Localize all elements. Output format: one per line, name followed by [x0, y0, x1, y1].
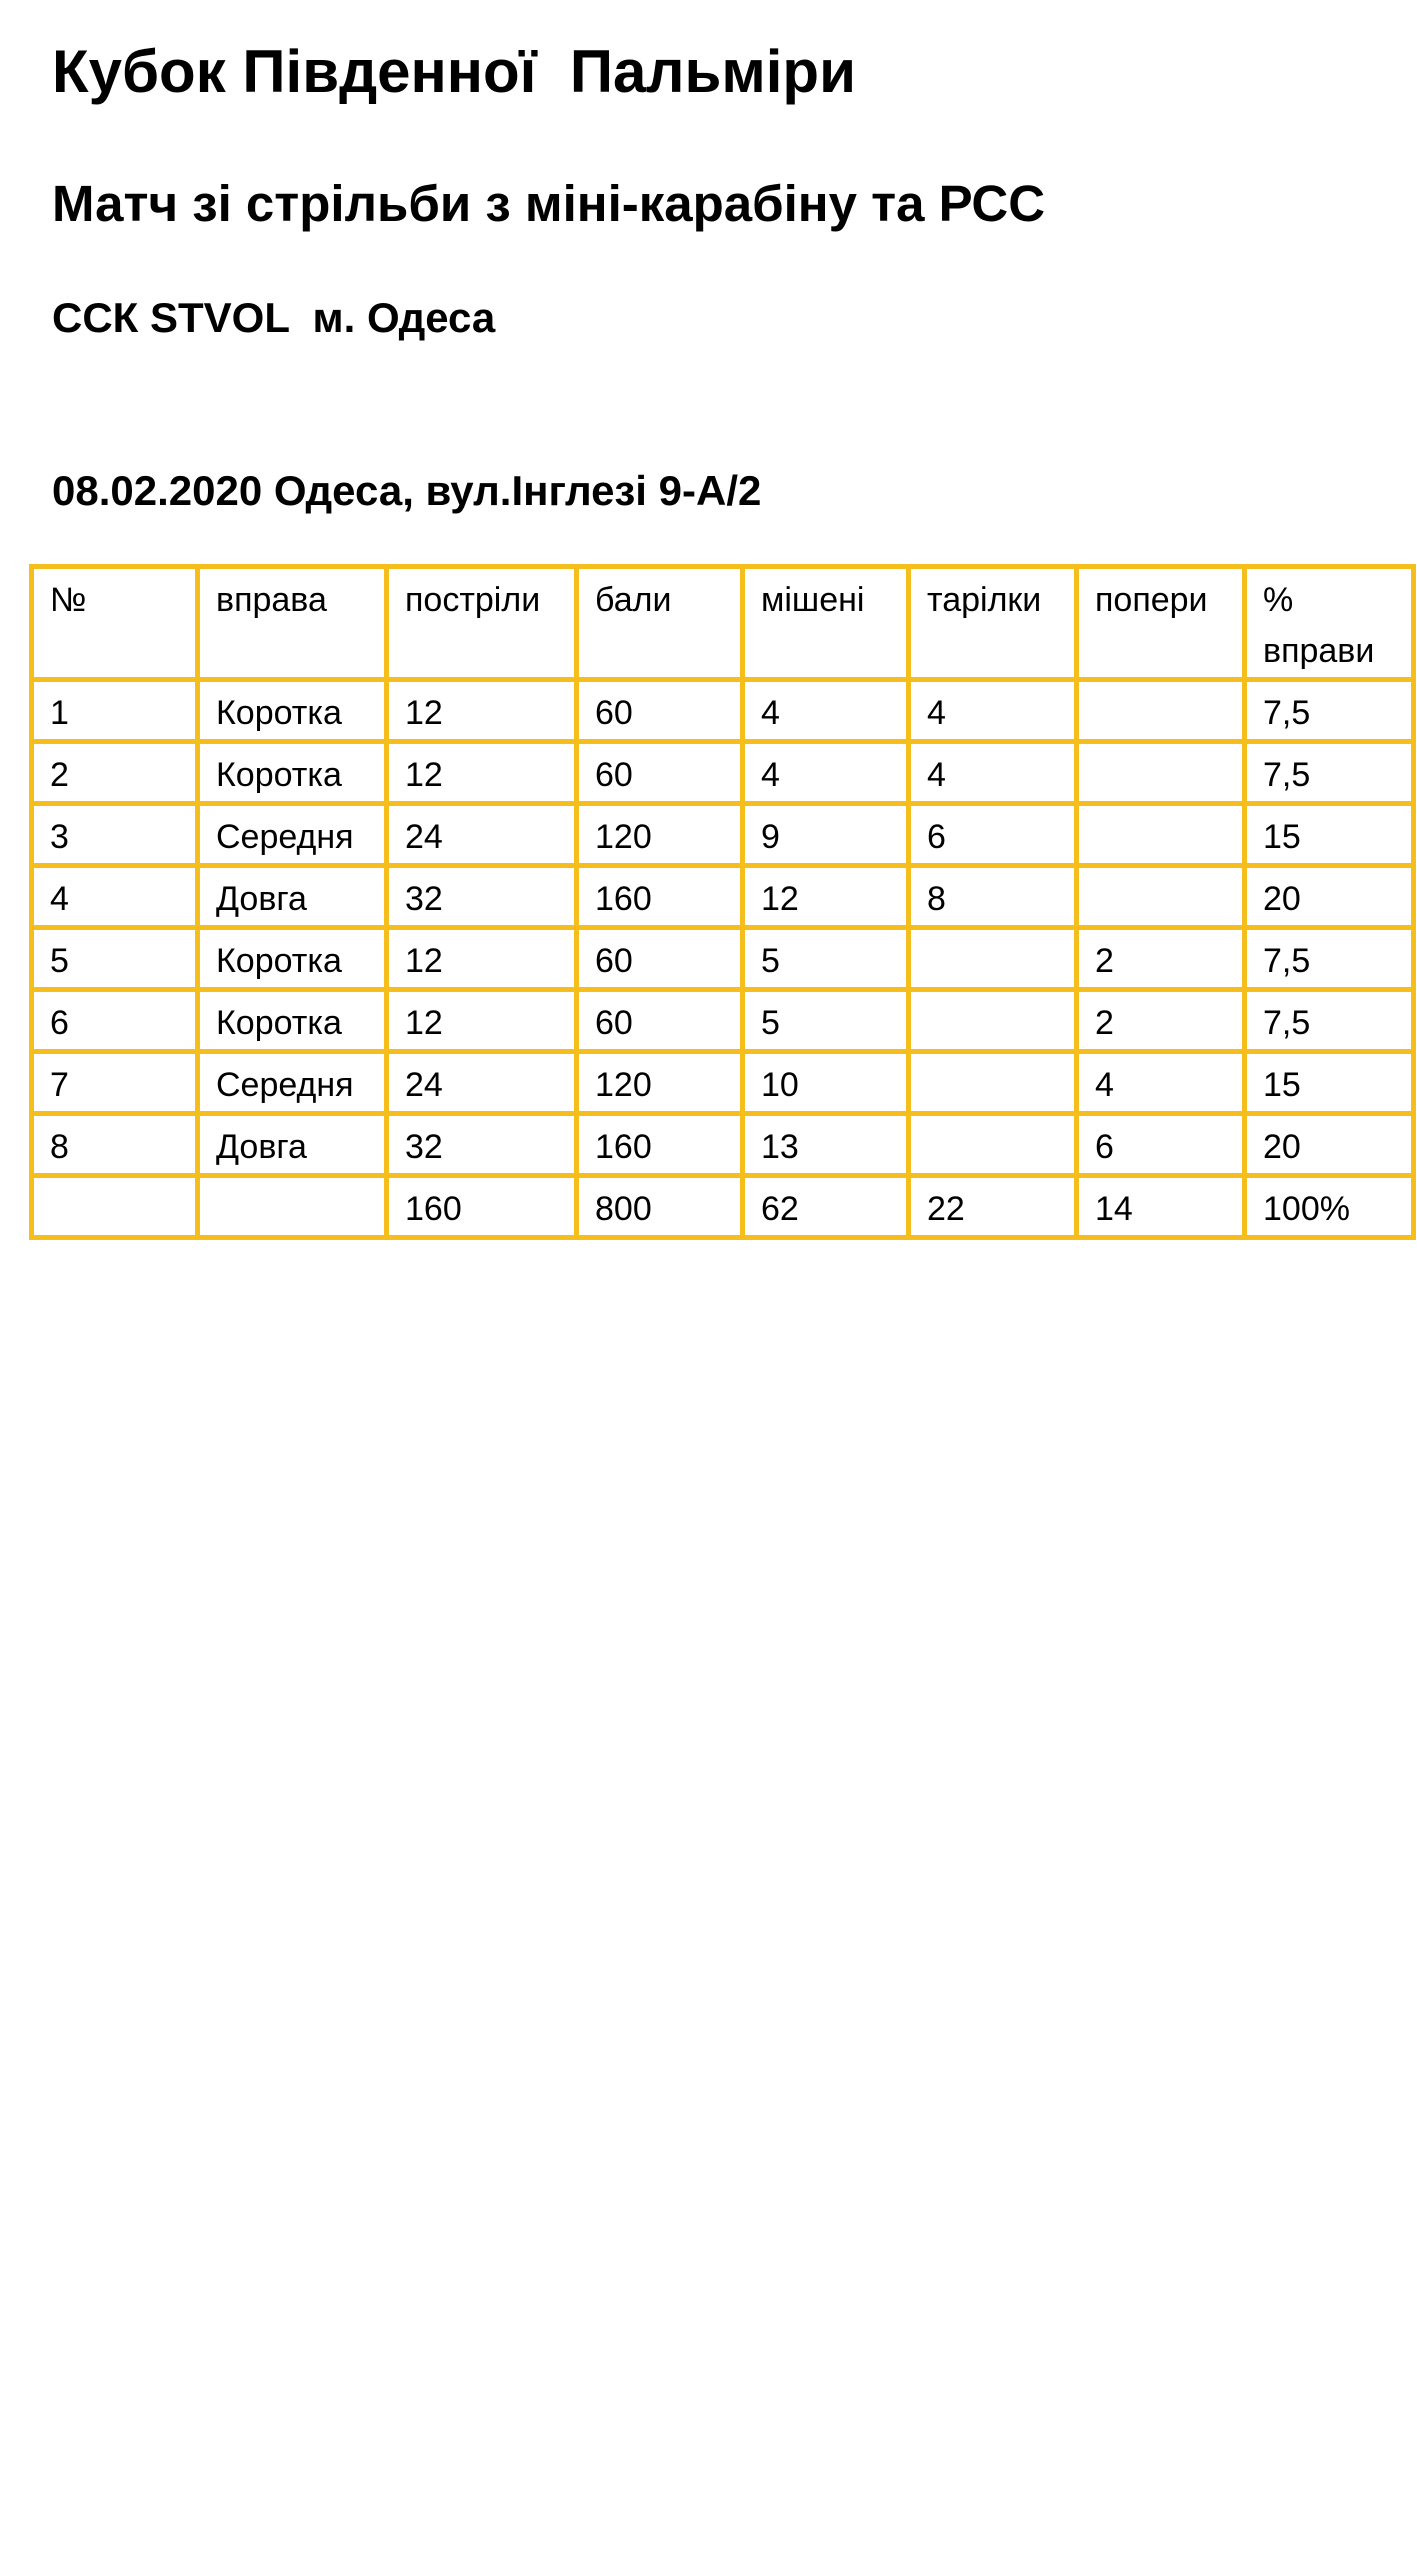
table-cell: 7,5 [1245, 928, 1414, 990]
document-title: Кубок Південної Пальміри [52, 38, 856, 105]
date-location: 08.02.2020 Одеса, вул.Інглезі 9-А/2 [52, 467, 762, 514]
header-cell-shots: постріли [387, 567, 577, 680]
table-cell: 5 [743, 990, 909, 1052]
table-cell: 5 [743, 928, 909, 990]
table-cell: Середня [198, 804, 387, 866]
table-cell [909, 1052, 1077, 1114]
table-row [32, 1052, 1414, 1114]
table-cell: 7,5 [1245, 990, 1414, 1052]
table-cell: 32 [387, 1114, 577, 1176]
table-cell: 8 [909, 866, 1077, 928]
table-cell: 4 [1077, 1052, 1245, 1114]
table-cell: Коротка [198, 990, 387, 1052]
header-cell-targets: мішені [743, 567, 909, 680]
header-cell-percent: % вправи [1245, 567, 1414, 680]
table-cell [198, 1176, 387, 1238]
table-cell: 6 [1077, 1114, 1245, 1176]
club-name: ССК STVOL м. Одеса [52, 294, 496, 341]
table-cell [909, 990, 1077, 1052]
table-cell: Довга [198, 866, 387, 928]
table-cell: 12 [387, 928, 577, 990]
table-cell: 20 [1245, 866, 1414, 928]
table-cell: 160 [577, 866, 743, 928]
table-cell: 7,5 [1245, 742, 1414, 804]
table-cell: 12 [387, 680, 577, 742]
table-header-row [32, 567, 1414, 680]
table-cell: 15 [1245, 804, 1414, 866]
total-percent-cell: 100% [1245, 1176, 1414, 1238]
table-cell: 1 [32, 680, 198, 742]
table-cell: 8 [32, 1114, 198, 1176]
table-cell: Коротка [198, 680, 387, 742]
table-row [32, 866, 1414, 928]
table-row [32, 990, 1414, 1052]
table-cell [1077, 866, 1245, 928]
table-cell [1077, 742, 1245, 804]
table-cell [909, 928, 1077, 990]
header-cell-points: бали [577, 567, 743, 680]
table-cell: Коротка [198, 928, 387, 990]
table-cell [909, 1114, 1077, 1176]
table-row [32, 1114, 1414, 1176]
table-cell: 2 [1077, 928, 1245, 990]
table-row [32, 928, 1414, 990]
total-shots-cell: 160 [387, 1176, 577, 1238]
total-targets-cell: 62 [743, 1176, 909, 1238]
table-cell: 2 [32, 742, 198, 804]
table-cell: 60 [577, 990, 743, 1052]
table-cell: 2 [1077, 990, 1245, 1052]
table-cell: 6 [32, 990, 198, 1052]
table-cell: 4 [909, 742, 1077, 804]
table-cell: 24 [387, 804, 577, 866]
table-cell: 4 [32, 866, 198, 928]
table-cell [1077, 804, 1245, 866]
table-cell: Коротка [198, 742, 387, 804]
table-cell: 60 [577, 680, 743, 742]
table-row [32, 804, 1414, 866]
table-cell: 7,5 [1245, 680, 1414, 742]
document-subtitle: Матч зі стрільби з міні-карабіну та РСС [52, 175, 1046, 232]
table-cell: 4 [743, 742, 909, 804]
table-cell [1077, 680, 1245, 742]
table-cell: Довга [198, 1114, 387, 1176]
total-points-cell: 800 [577, 1176, 743, 1238]
header-cell-poppers: попери [1077, 567, 1245, 680]
table-cell: 60 [577, 928, 743, 990]
header-cell-number: № [32, 567, 198, 680]
table-cell: Середня [198, 1052, 387, 1114]
table-cell: 32 [387, 866, 577, 928]
table-cell: 4 [743, 680, 909, 742]
table-cell: 12 [387, 990, 577, 1052]
table-cell: 4 [909, 680, 1077, 742]
header-cell-plates: тарілки [909, 567, 1077, 680]
table-cell: 13 [743, 1114, 909, 1176]
table-row [32, 680, 1414, 742]
table-cell: 5 [32, 928, 198, 990]
table-cell: 3 [32, 804, 198, 866]
table-row [32, 742, 1414, 804]
table-cell: 160 [577, 1114, 743, 1176]
total-plates-cell: 22 [909, 1176, 1077, 1238]
table-totals-row [32, 1176, 1414, 1238]
table-cell: 24 [387, 1052, 577, 1114]
table-cell: 7 [32, 1052, 198, 1114]
table-cell: 20 [1245, 1114, 1414, 1176]
total-poppers-cell: 14 [1077, 1176, 1245, 1238]
results-table [29, 564, 1416, 1240]
table-cell: 60 [577, 742, 743, 804]
table-cell: 9 [743, 804, 909, 866]
table-cell: 12 [743, 866, 909, 928]
table-cell: 12 [387, 742, 577, 804]
table-cell: 120 [577, 1052, 743, 1114]
table-cell: 6 [909, 804, 1077, 866]
table-cell: 10 [743, 1052, 909, 1114]
table-cell: 120 [577, 804, 743, 866]
table-cell [32, 1176, 198, 1238]
table-cell: 15 [1245, 1052, 1414, 1114]
header-cell-exercise: вправа [198, 567, 387, 680]
